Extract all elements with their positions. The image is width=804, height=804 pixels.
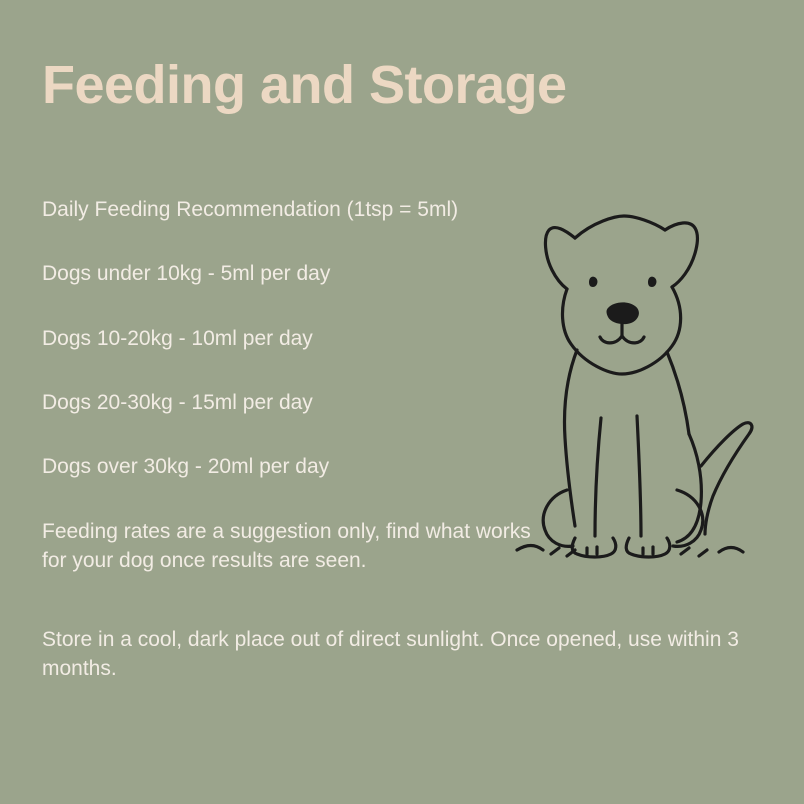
- feeding-line: Dogs under 10kg - 5ml per day: [42, 262, 331, 286]
- page-title: Feeding and Storage: [42, 55, 567, 115]
- feeding-line: Dogs 10-20kg - 10ml per day: [42, 326, 313, 350]
- sitting-dog-icon: [505, 190, 780, 580]
- feeding-instructions: [42, 196, 542, 576]
- feeding-line: Dogs 20-30kg - 15ml per day: [42, 391, 313, 415]
- feeding-note: Feeding rates are a suggestion only, find what works for your dog once results are seen.: [42, 519, 531, 572]
- feeding-line: Daily Feeding Recommendation (1tsp = 5ml): [42, 198, 459, 221]
- storage-instructions: [42, 626, 757, 684]
- storage-text: Store in a cool, dark place out of direct sunlight. Once opened, use within 3 months.: [42, 628, 739, 680]
- feeding-line: Dogs over 30kg - 20ml per day: [42, 455, 330, 479]
